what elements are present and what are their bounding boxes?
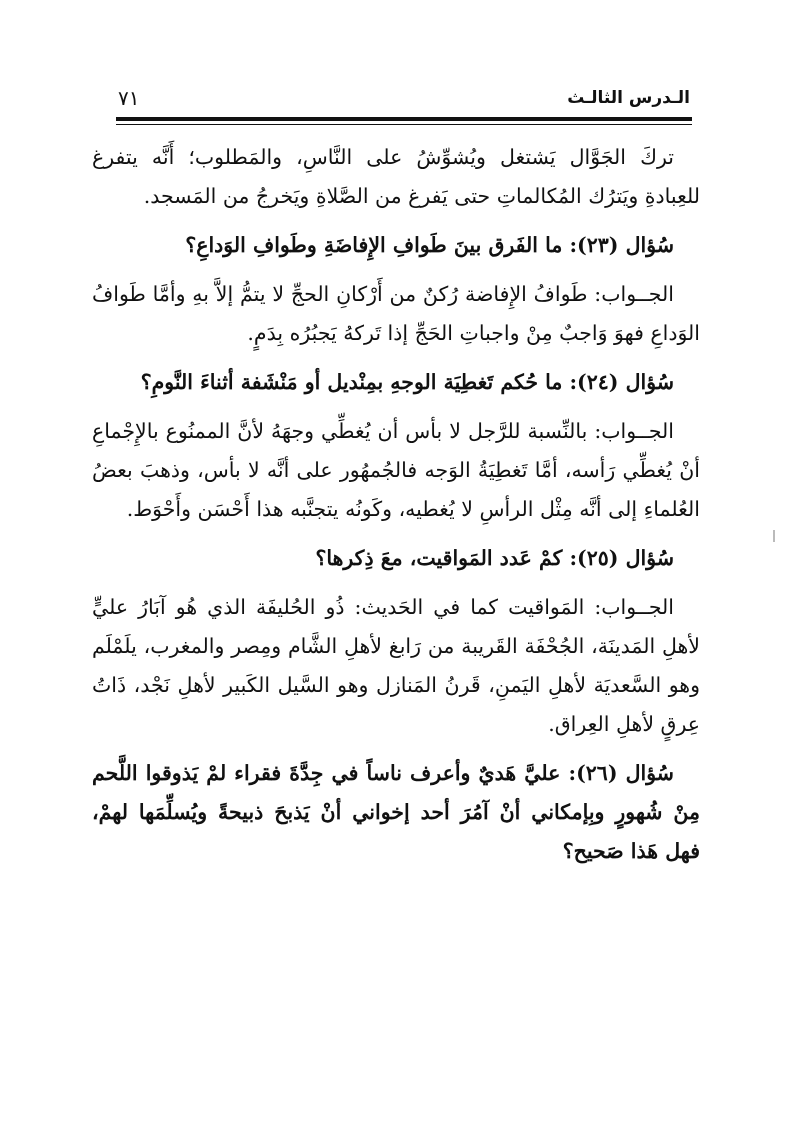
header-rule-thick bbox=[116, 117, 692, 121]
scan-margin-mark bbox=[773, 530, 775, 542]
page-header bbox=[118, 86, 690, 116]
body-text bbox=[92, 138, 700, 881]
question-26: سُؤال (٢٦): عليَّ هَديٌ وأعرف ناساً في جِدَّةَ فقراء لمْ يَذوقوا اللَّحم مِنْ شُهورٍ وبِإمكاني أنْ آمُرَ أحد إخواني أنْ يَذبحَ ذبيحةً ويُسلِّمَها لهمْ، فهل هَذا صَحيح؟ bbox=[92, 761, 700, 863]
page-number: ٧١ bbox=[118, 86, 140, 110]
question-23: سُؤال (٢٣): ما الفَرق بينَ طَوافِ الإِفاضَةِ وطَوافِ الوَداعِ؟ bbox=[185, 233, 674, 257]
header-rule-thin bbox=[116, 124, 692, 125]
question-24: سُؤال (٢٤): ما حُكم تَغطِيَة الوجهِ بمِنْديل أو مَنْشَفة أثناءَ النَّومِ؟ bbox=[140, 370, 674, 394]
answer-24: الجــواب: بالنِّسبة للرَّجل لا بأس أن يُغطِّي وجهَهُ لأنَّ الممنُوع بالإِجْماعِ أنْ يُغطِّي رَأسه، أمَّا تَغطِيَةُ الوَجه فالجُمهُور على أنَّه لا بأس، وذهبَ بعضُ العُلماءِ إلى أنَّه مِثْل الرأسِ لا يُغطيه، وكَونُه يتجنَّبه هذا أَحْسَن وأَحْوَط. bbox=[92, 419, 700, 521]
answer-23: الجــواب: طَوافُ الإِفاضة رُكنٌ من أَرْكانِ الحجِّ لا يتمُّ إلاَّ بهِ وأمَّا طَوافُ الوَداعِ فهوَ وَاجبٌ مِنْ واجباتِ الحَجِّ إذا تَركهُ يَجبُرُه بِدَمٍ. bbox=[92, 282, 700, 345]
question-25: سُؤال (٢٥): كمْ عَدد المَواقيت، معَ ذِكرها؟ bbox=[315, 546, 674, 570]
lesson-title: الـدرس الثالـث bbox=[567, 88, 690, 108]
answer-paragraph: تركَ الجَوَّال يَشتغل ويُشوِّشُ على النَّاسِ، والمَطلوب؛ أَنَّه يتفرغ للعِبادةِ ويَترُك المُكالماتِ حتى يَفرغ من الصَّلاةِ ويَخرجُ من المَسجد. bbox=[92, 145, 700, 208]
answer-25: الجــواب: المَواقيت كما في الحَديث: ذُو الحُليفَة الذي هُو آبَارُ عليٍّ لأهلِ المَدينَة، الجُحْفَة القَريبة من رَابغ لأهلِ الشَّام ومِصر والمغرب، يلَمْلَم وهو السَّعديَة لأهلِ اليَمنِ، قَرنُ المَنازل وهو السَّيل الكَبير لأهلِ نَجْد، ذَاتُ عِرقٍ لأهلِ العِراق. bbox=[92, 595, 700, 736]
